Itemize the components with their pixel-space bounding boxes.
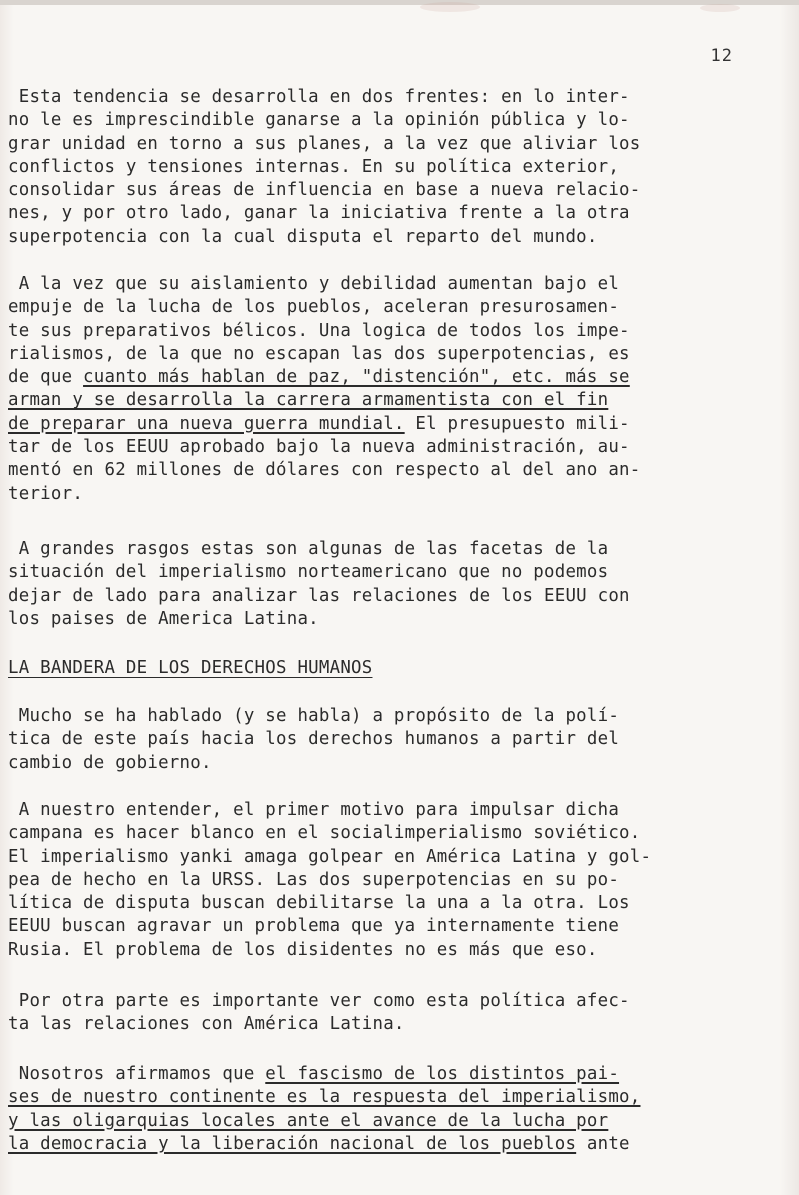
text-line: EEUU buscan agravar un problema que ya internamente tiene bbox=[8, 916, 620, 937]
underlined-text: la democracia y la liberación nacional de los pueblos bbox=[8, 1133, 577, 1154]
paragraph-3 bbox=[0, 538, 790, 631]
text-line: empuje de la lucha de los pueblos, aceleran presurosamen- bbox=[8, 297, 620, 318]
text-line: no le es imprescindible ganarse a la opinión pública y lo- bbox=[8, 110, 630, 131]
text-line: conflictos y tensiones internas. En su política exterior, bbox=[8, 156, 620, 177]
text-line: mentó en 62 millones de dólares con respecto al del ano an- bbox=[8, 460, 641, 481]
text-line: superpotencia con la cual disputa el reparto del mundo. bbox=[8, 226, 598, 247]
text-line: campana es hacer blanco en el socialimperialismo soviético. bbox=[8, 823, 641, 844]
text-line: cambio de gobierno. bbox=[8, 752, 212, 773]
text-run: de que bbox=[8, 367, 84, 388]
text-line: Rusia. El problema de los disidentes no es más que eso. bbox=[8, 939, 598, 960]
page-number: 12 bbox=[710, 46, 733, 66]
text-line: ta las relaciones con América Latina. bbox=[8, 1014, 405, 1035]
text-line: los paises de America Latina. bbox=[8, 608, 319, 629]
text-line: A la vez que su aislamiento y debilidad aumentan bajo el bbox=[8, 274, 620, 294]
paper-stain bbox=[420, 2, 480, 12]
paragraph-2 bbox=[0, 273, 790, 506]
paper-stain bbox=[700, 4, 740, 12]
text-line: lítica de disputa buscan debilitarse la una a la otra. Los bbox=[8, 893, 630, 914]
text-run: El presupuesto mili- bbox=[404, 413, 630, 434]
underlined-text: cuanto más hablan de paz, "distención", etc. más se bbox=[83, 367, 630, 388]
section-heading bbox=[0, 657, 790, 680]
text-line: Mucho se ha hablado (y se habla) a propósito de la polí- bbox=[8, 706, 620, 726]
underlined-text-line: y las oligarquias locales ante el avance de la lucha por bbox=[8, 1110, 609, 1131]
heading-text: LA BANDERA DE LOS DERECHOS HUMANOS bbox=[8, 658, 373, 678]
paragraph-4 bbox=[0, 705, 790, 775]
text-line bbox=[0, 413, 790, 436]
paragraph-1 bbox=[0, 86, 790, 249]
underlined-text-line: arman y se desarrolla la carrera armamentista con el fin bbox=[8, 390, 609, 411]
text-line: tica de este país hacia los derechos humanos a partir del bbox=[8, 729, 620, 750]
paragraph-7 bbox=[0, 1063, 790, 1156]
text-line: dejar de lado para analizar las relaciones de los EEUU con bbox=[8, 585, 630, 606]
text-line: A grandes rasgos estas son algunas de las facetas de la bbox=[8, 539, 609, 559]
page-top-edge bbox=[0, 0, 799, 5]
text-line: pea de hecho en la URSS. Las dos superpotencias en su po- bbox=[8, 869, 620, 890]
text-line: El imperialismo yanki amaga golpear en América Latina y gol- bbox=[8, 846, 652, 867]
underlined-text: de preparar una nueva guerra mundial. bbox=[8, 413, 405, 434]
text-line: terior. bbox=[8, 483, 84, 504]
text-line: rialismos, de la que no escapan las dos superpotencias, es bbox=[8, 343, 630, 364]
text-line: consolidar sus áreas de influencia en base a nueva relacio- bbox=[8, 180, 641, 201]
text-line: A nuestro entender, el primer motivo para impulsar dicha bbox=[8, 800, 620, 820]
text-line: nes, y por otro lado, ganar la iniciativa frente a la otra bbox=[8, 203, 630, 224]
text-line: grar unidad en torno a sus planes, a la vez que aliviar los bbox=[8, 133, 641, 154]
text-line: situación del imperialismo norteamericano que no podemos bbox=[8, 562, 609, 583]
text-line bbox=[0, 1133, 790, 1156]
text-line: Por otra parte es importante ver como esta política afec- bbox=[8, 991, 630, 1011]
paragraph-6 bbox=[0, 990, 790, 1037]
text-run: ante bbox=[576, 1133, 630, 1154]
text-line: te sus preparativos bélicos. Una logica de todos los impe- bbox=[8, 320, 630, 341]
underlined-text-line: ses de nuestro continente es la respuesta del imperialismo, bbox=[8, 1087, 641, 1108]
paragraph-5 bbox=[0, 799, 790, 962]
text-line bbox=[0, 366, 790, 389]
underlined-text: el fascismo de los distintos pai- bbox=[265, 1064, 620, 1084]
text-run: Nosotros afirmamos que bbox=[8, 1064, 266, 1084]
text-line bbox=[0, 1063, 790, 1086]
text-line: tar de los EEUU aprobado bajo la nueva administración, au- bbox=[8, 437, 630, 458]
text-line: Esta tendencia se desarrolla en dos frentes: en lo inter- bbox=[8, 87, 630, 107]
